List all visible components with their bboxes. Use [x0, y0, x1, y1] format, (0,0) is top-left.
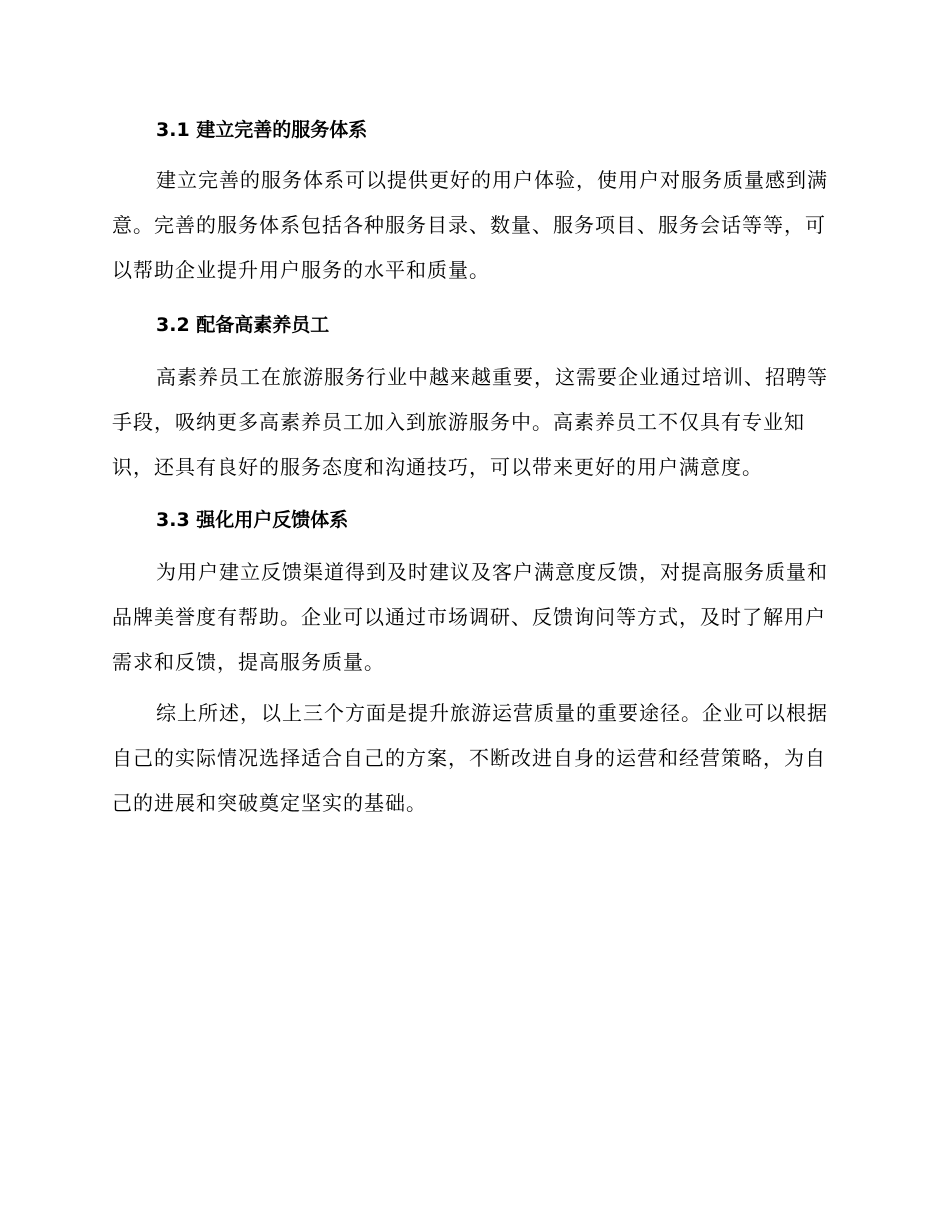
conclusion-paragraph: 综上所述，以上三个方面是提升旅游运营质量的重要途径。企业可以根据自己的实际情况选择适合自己的方案，不断改进自身的运营和经营策略，为自己的进展和突破奠定坚实的基础。 [112, 701, 828, 815]
section-paragraph-3-1: 建立完善的服务体系可以提供更好的用户体验，使用户对服务质量感到满意。完善的服务体系包括各种服务目录、数量、服务项目、服务会话等等，可以帮助企业提升用户服务的水平和质量。 [112, 168, 828, 282]
section-paragraph-3-3: 为用户建立反馈渠道得到及时建议及客户满意度反馈，对提高服务质量和品牌美誉度有帮助。企业可以通过市场调研、反馈询问等方式，及时了解用户需求和反馈，提高服务质量。 [112, 560, 828, 674]
section-paragraph-3-2: 高素养员工在旅游服务行业中越来越重要，这需要企业通过培训、招聘等手段，吸纳更多高素养员工加入到旅游服务中。高素养员工不仅具有专业知识，还具有良好的服务态度和沟通技巧，可以带来更好的用户满意度。 [112, 365, 828, 479]
document-body [112, 110, 832, 826]
section-heading-3-2: 3.2 配备高素养员工 [156, 314, 330, 336]
section-heading-3-1: 3.1 建立完善的服务体系 [156, 119, 368, 141]
section-heading-3-3: 3.3 强化用户反馈体系 [156, 509, 349, 531]
